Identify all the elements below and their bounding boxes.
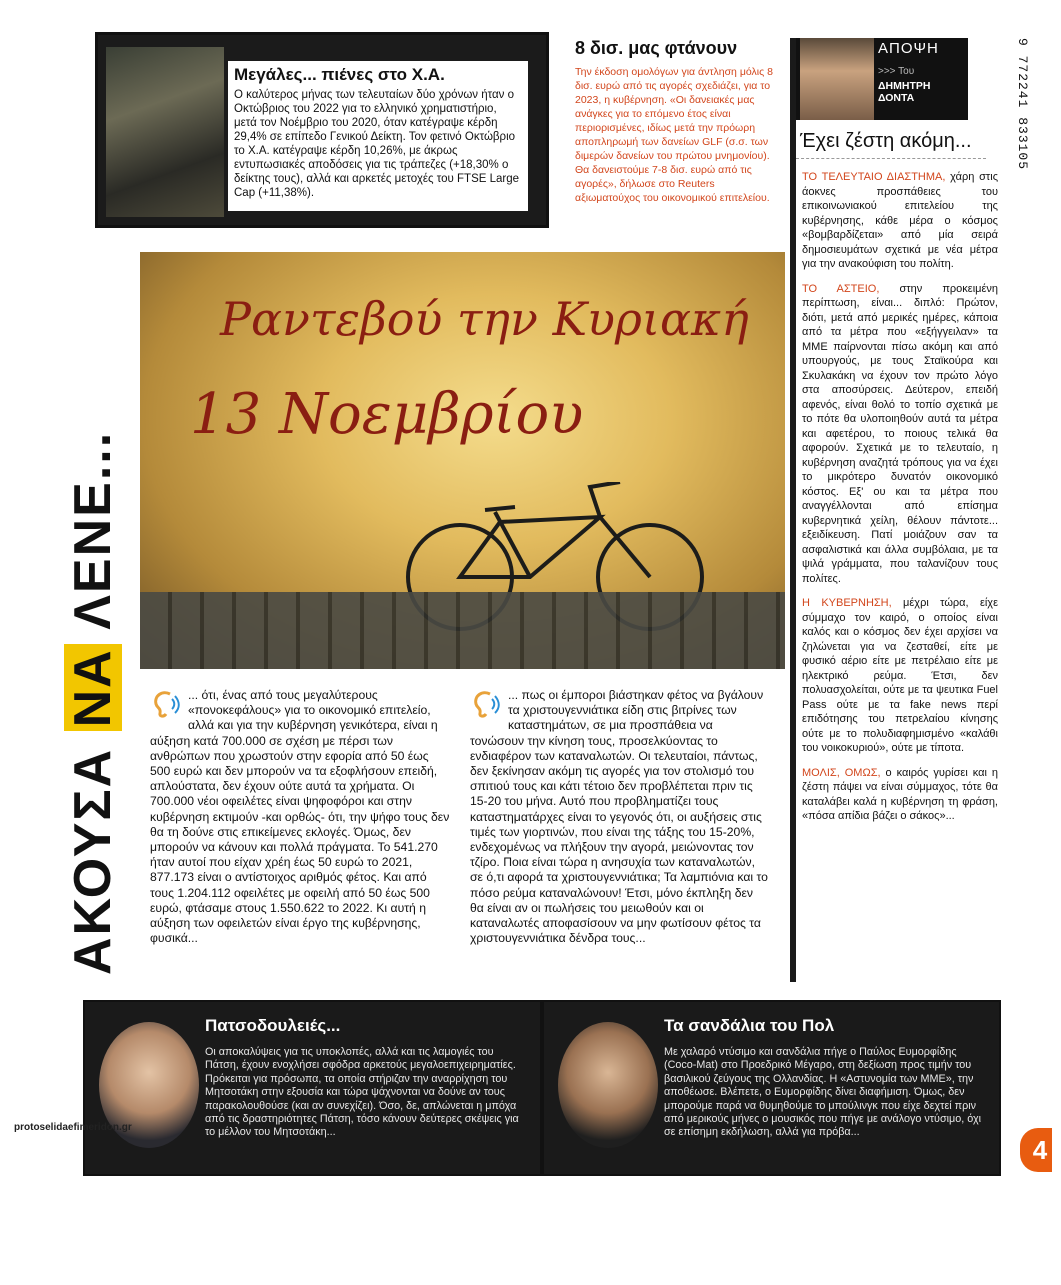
opinion-paragraph bbox=[802, 596, 998, 756]
barcode bbox=[1004, 38, 1034, 208]
opinion-column bbox=[790, 38, 1006, 982]
page-number-tab bbox=[1020, 1128, 1052, 1172]
bottom-right-title: Τα σανδάλια του Πολ bbox=[664, 1016, 835, 1035]
barcode-number: 9 772241 833105 bbox=[1015, 38, 1030, 171]
hero-headline: Ραντεβού την Κυριακή bbox=[220, 292, 749, 346]
bonds-body: Την έκδοση ομολόγων για άντληση μόλις 8 δισ. ευρώ από τις αγορές σχεδιάζει, για το 2023, η κυβέρνηση. «Οι δανειακές μας ανάγκες για το επόμενο έτος είναι περιορισμένες, ιδίως μετά την πρόωρη αποπληρωμή των δανείων GLF (σ.σ. των διμερών δανείων του πρώτου μνημονίου). Θα δανειστούμε 7-8 δισ. ευρώ από τις αγορές», δήλωσε στο Reuters αξιωματούχος του οικονομικού επιτελείου. bbox=[575, 66, 773, 204]
section-label-part2: ΛΕΝΕ... bbox=[64, 430, 122, 645]
section-label bbox=[52, 430, 134, 975]
paragraph-text: χάρη στις άοκνες προσπάθειες του επικοινωνιακού επιτελείου της κυβέρνησης, κάθε μέρα ο κόσμος «βομβαρδίζεται» από μία σειρά δημοσιευμάτων σχετικά με νέα μέτρα για την ανακούφιση του πολίτη. bbox=[802, 171, 998, 270]
opinion-title: Έχει ζέστη ακόμη... bbox=[800, 130, 972, 152]
opinion-byline-prefix: >>> Του bbox=[878, 66, 915, 77]
bottom-left-box bbox=[83, 1000, 542, 1176]
section-label-text bbox=[52, 430, 134, 975]
author-first-name: ΔΗΜΗΤΡΗ bbox=[878, 80, 931, 92]
opinion-paragraph bbox=[802, 766, 998, 824]
paragraph-text: μέχρι τώρα, είχε σύμμαχο τον καιρό, ο οποίος είναι καλός και ο κόσμος δεν έχει αρχίσει να ζηλώνεται για να ζεσταθεί, είτε με φυσικό αέριο είτε με πετρέλαιο είτε με ηλεκτρικό ρεύμα. Έτσι, δεν πολυασχολείται, ούτε με τα ψευτικα Fuel Pass ούτε με τα fake news περί επιδότησης του πετρελαίου κίνησης ούτε με το πολυδιαφημισμένο «καλάθι του νοικοκυριού», ούτε με τίποτα. bbox=[802, 597, 998, 754]
hero-photo bbox=[140, 252, 785, 669]
rumor-text-1: ... ότι, ένας από τους μεγαλύτερους «πονοκεφάλους» για το οικονομικό επιτελείο, αλλά και για την κυβέρνηση γενικότερα, είναι η αύξηση κατά 700.000 σε σχέση με πέρσι των ανθρώπων που χρωστούν στην εφορία από 50 έως 500 ευρώ και δεν μπορούν να τα εξοφλήσουν επειδή, απλούστατα, δεν έχουν ούτε αυτά τα χρήματα. Οι 700.000 νέοι οφειλέτες είναι ψηφοφόροι και στην κυβέρνηση εκτιμούν -και ορθώς- ότι, την ψήφο τους δεν θα τη δούνε στις επικείμενες εκλογές. Όμως, δεν μπορούν να κάνουν και πολλά πράγματα. Το 541.270 ήταν αυτοί που είχαν χρέη έως 50 ευρώ το 2021, 877.173 είναι ο αντίστοιχος αριθμός φέτος. Και από τους 1.204.112 οφειλέτες με οφειλή από 50 έως 500 ευρώ, φτάσαμε στους 1.550.622 το 2022. Κι αυτή η αύξηση των οφειλετών είναι έργο της κυβέρνησης, φυσικά... bbox=[150, 688, 450, 946]
opinion-label: ΑΠΟΨΗ bbox=[878, 40, 939, 57]
paragraph-lead: ΜΟΛΙΣ, ΟΜΩΣ, bbox=[802, 766, 881, 779]
author-name bbox=[878, 80, 930, 104]
paragraph-lead: ΤΟ ΤΕΛΕΥΤΑΙΟ ΔΙΑΣΤΗΜΑ, bbox=[802, 171, 946, 183]
paragraph-lead: Η ΚΥΒΕΡΝΗΣΗ, bbox=[802, 597, 892, 609]
divider bbox=[796, 158, 986, 159]
section-label-highlight: ΝΑ bbox=[64, 644, 122, 731]
hero-date: 13 Νοεμβρίου bbox=[190, 382, 584, 447]
opinion-paragraph bbox=[802, 170, 998, 272]
ear-icon bbox=[150, 688, 180, 718]
ear-icon bbox=[470, 688, 500, 718]
author-photo bbox=[800, 38, 874, 120]
opinion-header bbox=[796, 38, 968, 120]
rumor-column-2 bbox=[470, 688, 770, 946]
bonds-title: 8 δισ. μας φτάνουν bbox=[575, 38, 738, 58]
bottom-right-body: Με χαλαρό ντύσιμο και σανδάλια πήγε ο Παύλος Ευμορφίδης (Coco-Mat) στο Προεδρικό Μέγαρο, στη δεξίωση προς τιμήν του βασιλικού ζεύγους της Ολλανδίας. Η «Αστυνομία των ΜΜΕ», την αποθέωσε. Βλέπετε, ο Ευμορφίδης δίνει διαφήμιση. Όμως, δεν μπορούμε παρά να θυμηθούμε το μπούλινγκ που είχε δεχτεί πριν από μερικούς μήνες ο μουσικός που πήγε με ανάλογο ντύσιμο, όχι σε επίσημη εκδήλωση, αλλά για πρόβα... bbox=[664, 1046, 982, 1139]
page-number: 4 bbox=[1032, 1135, 1048, 1165]
opinion-paragraph bbox=[802, 282, 998, 587]
stock-market-box bbox=[95, 32, 549, 228]
stock-market-title: Μεγάλες... πιένες στο Χ.Α. bbox=[234, 65, 445, 84]
source-watermark: protoselidaefimeridon.gr bbox=[14, 1122, 132, 1133]
bottom-left-body: Οι αποκαλύψεις για τις υποκλοπές, αλλά και τις λαμογιές του Πάτση, έχουν ενοχλήσει σφόδρα αρκετούς μεγαλοεπιχειρηματίες. Πρόκειται για πρόσωπα, τα οποία στήριζαν την αναρρίχηση του Μητσοτάκη στην εξουσία και τώρα ψάχνονται να δούνε αν τους παρακολουθούσε (και αν συνεχίζει). Όσο, δε, απλώνεται η μπόχα από τις δραστηριότητες Πάτση, τόσο κάνουν δεύτερες σκέψεις για το μέλλον του Μητσοτάκη... bbox=[205, 1046, 519, 1139]
paragraph-text: ο καιρός γυρίσει και η ζέστη πάψει να είναι σύμμαχος, τότε θα καταλάβει καλά η κυβέρνηση τη φράση, «πόσα απίδια βάζει ο σάκος»... bbox=[802, 766, 998, 822]
section-label-part1: ΑΚΟΥΣΑ bbox=[64, 731, 122, 975]
bottom-left-title: Πατσοδουλειές... bbox=[205, 1016, 341, 1035]
rumor-text-2: ... πως οι έμποροι βιάστηκαν φέτος να βγάλουν τα χριστουγεννιάτικα είδη στις βιτρίνες των καταστημάτων, σε μια προσπάθεια να τονώσουν την κίνηση τους, προσελκύοντας το ενδιαφέρον των καταναλωτών. Οι τελευταίοι, πάντως, δεν ξεκίνησαν ακόμη τις αγορές για τον στολισμό του σπιτιού τους και κάτι τέτοιο δεν προβλέπεται πριν τις 15-20 του μήνα. Αυτό που προβληματίζει τους καταστηματάρχες είναι το γεγονός ότι, οι αυξήσεις στις τιμές των γιορτινών, που είναι της τάξης του 15-20%, ενδεχομένως να πλήξουν την αγορά, μειώνοντας τον τζίρο. Ποια είναι τώρα η ανησυχία των καταναλωτών, σε ό,τι αφορά τα χριστουγεννιάτικα; Τα λαμπιόνια και το πόσο ρεύμα καταναλώνουν! Έτσι, μόνο έκπληξη δεν θα είναι αν οι πωλήσεις του μειωθούν και οι καταναλωτές αποφασίσουν να μην φωτίσουν φέτος τα χριστουγεννιάτικα δένδρα τους... bbox=[470, 688, 768, 946]
bottom-right-text bbox=[664, 1016, 984, 1166]
opinion-body bbox=[802, 170, 998, 834]
rumor-column-1 bbox=[150, 688, 450, 946]
bottom-left-text bbox=[205, 1016, 525, 1166]
paragraph-lead: ΤΟ ΑΣΤΕΙΟ, bbox=[802, 282, 880, 295]
author-last-name: ΔΟΝΤΑ bbox=[878, 92, 915, 104]
businessman-photo bbox=[558, 1022, 658, 1148]
cobblestone-ground bbox=[140, 592, 785, 669]
bottom-right-box bbox=[542, 1000, 1001, 1176]
stock-market-body: Ο καλύτερος μήνας των τελευταίων δύο χρόνων ήταν ο Οκτώβριος του 2022 για το ελληνικό χρηματιστήριο, μετά τον Νοέμβριο του 2020, όταν κατέγραψε κέρδη 29,4% σε επίπεδο Γενικού Δείκτη. Τον φετινό Οκτώβριο το Χ.Α. κατέγραψε κέρδη 10,26%, με άκρως εντυπωσιακές αποδόσεις για τις τράπεζες (+18,30% ο δείκτης τους), αλλά και αρκετές μετοχές του FTSE Large Cap (+11,38%). bbox=[234, 89, 520, 199]
stock-exchange-photo bbox=[106, 47, 224, 217]
bonds-article bbox=[575, 38, 775, 205]
paragraph-text: στην προκειμένη περίπτωση, είναι... διπλό: Πρώτον, διότι, μετά από μερικές ημέρες, κάποια από τα μέτρα που «εξήγγειλαν» τα ΜΜΕ παίρνονται πίσω ακόμη και από υπουργούς, με τους Σταϊκούρα και Σκυλακάκη να έχουν τον πρώτο λόγο στα αποσύρσεις. Δεύτερον, επειδή αφενός, είναι θολό το τοπίο σχετικά με το πότε θα υλοποιηθούν αυτά τα μέτρα και αφετέρου, το ποιους τελικά θα αφορούν. Σχετικά με το τελευταίο, η κυβέρνηση αναζητά τρόπους για να έχει το μικρότερο δυνατόν οικονομικό κόστος. Εξ' ου και τα μέτρα που αναγγέλλονται από επίσημα κυβερνητικά χείλη, θέλουν πάντοτε... εξειδίκευση. Πατί μοιάζουν σαν τα ασφαλιστικά και άλλα συμβόλαια, με τα ψιλά γράμματα, που ταλανίζουν τους πολίτες. bbox=[802, 282, 998, 585]
stock-market-text bbox=[228, 61, 528, 211]
